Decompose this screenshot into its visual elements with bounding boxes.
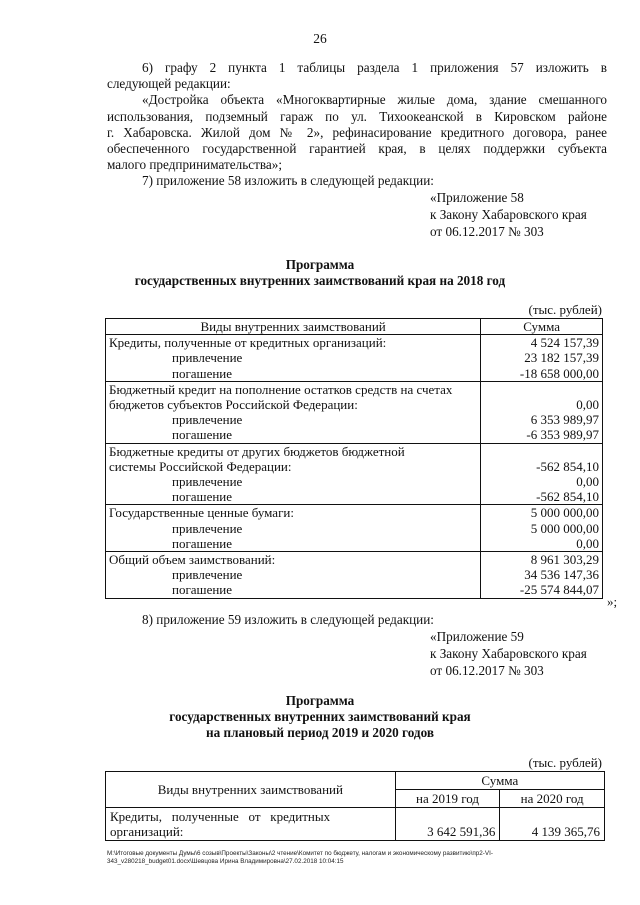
appendix-58-line: к Закону Хабаровского края [430,207,587,222]
row-label: бюджетов субъектов Российской Федерации: [106,397,481,412]
row-value: 4 524 157,39 [481,335,603,351]
table-closing-quote: »; [607,594,618,609]
row-label: Государственные ценные бумаги: [106,505,481,521]
row-value: 0,00 [481,474,603,489]
row-value: -25 574 844,07 [481,582,603,598]
column-header-sum: Сумма [481,319,603,335]
row-value [481,443,603,459]
program-2-title-line: на плановый период 2019 и 2020 годов [206,725,434,740]
footer-line: 343_v280218_budget01.docx\Шевцова Ирина Владимировна\27.02.2018 10:04:15 [107,858,344,865]
row-label [106,808,396,841]
column-header-type: Виды внутренних заимствований [106,319,481,335]
row-value: -562 854,10 [481,459,603,474]
program-2-units: (тыс. рублей) [528,755,602,770]
row-label: привлечение [106,412,481,427]
column-header-sum: Сумма [395,772,604,790]
footer-line: M:\Итоговые документы Думы\6 созыв\Проекты\Законы\2 чтение\Комитет по бюджету, налогам и экономическому развитию\пр2-VI- [107,850,493,857]
row-value-2019: 3 642 591,36 [395,808,500,841]
row-label: Бюджетный кредит на пополнение остатков средств на счетах [106,381,481,397]
item-6-paragraph [107,60,607,173]
row-label: системы Российской Федерации: [106,459,481,474]
program-1-title-line: Программа [285,257,355,272]
row-value: -18 658 000,00 [481,366,603,382]
row-value: 23 182 157,39 [481,350,603,365]
row-value: 8 961 303,29 [481,552,603,568]
item-8 [107,612,607,628]
item-6-line: 6) графу 2 пункта 1 таблицы раздела 1 приложения 57 изложить в [142,60,607,75]
item-6-line: малого предпринимательства»; [107,157,282,173]
row-value: 34 536 147,36 [481,567,603,582]
program-2-title [0,693,640,741]
row-label: Бюджетные кредиты от других бюджетов бюджетной [106,443,481,459]
appendix-58-reference [430,189,630,240]
appendix-59-reference [430,628,630,679]
row-label-line: Кредиты, полученные от кредитных [110,809,331,824]
row-value: 0,00 [481,397,603,412]
appendix-59-line: к Закону Хабаровского края [430,646,587,661]
program-1-units: (тыс. рублей) [528,302,602,317]
row-label: погашение [106,489,481,505]
page-number: 26 [313,31,327,46]
row-value-2020: 4 139 365,76 [500,808,605,841]
program-1-title-line: государственных внутренних заимствований края на 2018 год [134,273,506,288]
row-label: погашение [106,366,481,382]
file-path-footer [107,850,607,866]
appendix-59-line: «Приложение 59 [430,629,524,644]
item-7 [107,173,607,189]
appendix-59-line: от 06.12.2017 № 303 [430,663,544,678]
row-label: привлечение [106,350,481,365]
program-1-title [0,257,640,289]
item-6-line: следующей редакции: [107,76,231,92]
program-2-table [105,771,605,841]
row-value: 6 353 989,97 [481,412,603,427]
column-header-type: Виды внутренних заимствований [106,772,396,808]
row-label-line: организаций: [110,824,184,839]
row-label: Кредиты, полученные от кредитных организаций: [106,335,481,351]
row-label: привлечение [106,567,481,582]
appendix-58-line: от 06.12.2017 № 303 [430,224,544,239]
item-6-line: «Достройка объекта «Многоквартирные жилые дома, здание смешанного [142,92,607,108]
item-6-line: использования, подземный гараж по ул. Тихоокеанской в Кировском районе [107,108,607,124]
row-label: Общий объем заимствований: [106,552,481,568]
item-6-line: обеспеченного государственной гарантией края, в целях поддержки субъекта [107,141,607,157]
row-value: 5 000 000,00 [481,521,603,536]
item-8-text: 8) приложение 59 изложить в следующей редакции: [142,612,434,627]
column-header-2019: на 2019 год [395,790,500,808]
row-label: привлечение [106,474,481,489]
row-value: 0,00 [481,536,603,552]
row-value: 5 000 000,00 [481,505,603,521]
row-label: привлечение [106,521,481,536]
appendix-58-line: «Приложение 58 [430,190,524,205]
program-2-title-line: Программа [285,693,355,708]
row-label: погашение [106,427,481,443]
program-1-table [105,318,603,599]
row-label: погашение [106,582,481,598]
column-header-2020: на 2020 год [500,790,605,808]
program-2-title-line: государственных внутренних заимствований края [169,709,471,724]
item-7-text: 7) приложение 58 изложить в следующей редакции: [142,173,434,188]
row-value [481,381,603,397]
row-value: -6 353 989,97 [481,427,603,443]
item-6-line: г. Хабаровска. Жилой дом № 2», рефинасирование кредитного договора, ранее [107,124,607,140]
row-value: -562 854,10 [481,489,603,505]
row-label: погашение [106,536,481,552]
